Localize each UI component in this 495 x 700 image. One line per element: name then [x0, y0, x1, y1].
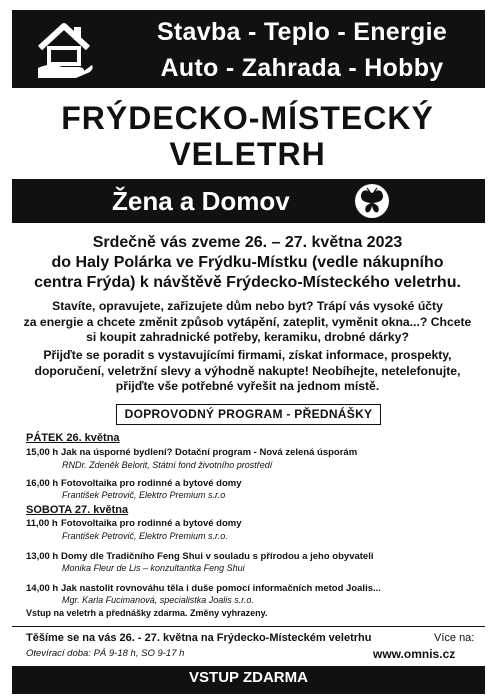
house-in-hand-icon [34, 18, 94, 80]
intro-paragraph [20, 299, 475, 346]
greeting-text: Těšíme se na vás 26. - 27. května na Frýdecko-Místeckém veletrhu [26, 632, 372, 644]
talk-speaker: RNDr. Zdeněk Belorit, Státní fond životního prostředí [62, 460, 273, 470]
invitation-text [0, 233, 495, 293]
program-note: Vstup na veletrh a přednášky zdarma. Změny vyhrazeny. [26, 608, 268, 618]
header-banner [12, 10, 485, 88]
talk-speaker: František Petrovič, Elektro Premium s.r.o [62, 490, 226, 500]
day-heading-friday: PÁTEK 26. května [26, 432, 120, 444]
event-title-line-2: VELETRH [169, 136, 326, 172]
talk-time: 14,00 h [26, 583, 59, 594]
talk-time: 13,00 h [26, 551, 59, 562]
talk-speaker: Mgr. Karla Fucimanová, specialistka Joalis s.r.o. [62, 595, 254, 605]
header-line-2: Auto - Zahrada - Hobby [160, 54, 444, 82]
butterfly-icon [354, 183, 390, 219]
intro-line-1: Stavíte, opravujete, zařizujete dům nebo byt? Trápí vás vysoké účty [52, 299, 443, 313]
talk-time: 11,00 h [26, 518, 58, 529]
talk-title: Domy dle Tradičního Feng Shui v souladu s přírodou a jeho obyvateli [61, 551, 374, 562]
more-info-label: Více na: [434, 632, 475, 644]
talk-time: 16,00 h [26, 478, 59, 489]
admission-banner: VSTUP ZDARMA [12, 666, 485, 694]
talk-title: Jak na úsporné bydlení? Dotační program - Nová zelená úsporám [61, 447, 358, 458]
divider [12, 626, 485, 627]
website-link[interactable]: www.omnis.cz [373, 647, 456, 661]
header-line-1: Stavba - Teplo - Energie [156, 18, 448, 46]
talk-title: Fotovoltaika pro rodinné a bytové domy [61, 478, 242, 489]
advice-paragraph [20, 348, 475, 395]
event-title-line-1: FRÝDECKO-MÍSTECKÝ [61, 100, 434, 136]
invitation-line-3: centra Frýda) k návštěvě Frýdecko-Místeckého veletrhu. [34, 274, 461, 291]
invitation-line-2: do Haly Polárka ve Frýdku-Místku (vedle nákupního [51, 254, 444, 271]
talk-title: Jak nastolit rovnováhu těla i duše pomocí informačních metod Joalis... [61, 583, 381, 594]
advice-line-2: doporučení, veletržní slevy a výhodně nakupte! Neobíhejte, netelefonujte, [34, 363, 461, 378]
intro-line-2: za energie a chcete změnit způsob vytápění, zateplit, vyměnit okna...? Chcete [23, 314, 472, 329]
advice-line-3: přijďte vše potřebné vyřešit na jednom místě. [115, 379, 380, 393]
program-heading: DOPROVODNÝ PROGRAM - PŘEDNÁŠKY [116, 404, 381, 425]
subtitle-text: Žena a Domov [112, 186, 290, 216]
intro-line-3: si koupit zahradnické potřeby, keramiku, drobné dárky? [86, 330, 409, 344]
talk-title: Fotovoltaika pro rodinné a bytové domy [61, 518, 242, 529]
talk-time: 15,00 h [26, 447, 59, 458]
subtitle-banner [12, 179, 485, 223]
opening-hours: Otevírací doba: PÁ 9-18 h, SO 9-17 h [26, 648, 185, 659]
advice-line-1: Přijďte se poradit s vystavujícími firmami, získat informace, prospekty, [43, 348, 452, 362]
day-heading-saturday: SOBOTA 27. května [26, 504, 129, 516]
talk-speaker: František Petrovič, Elektro Premium s.r.o. [62, 531, 228, 541]
talk-speaker: Monika Fleur de Lis – konzultantka Feng Shui [62, 563, 245, 573]
invitation-line-1: Srdečně vás zveme 26. – 27. května 2023 [92, 234, 403, 251]
